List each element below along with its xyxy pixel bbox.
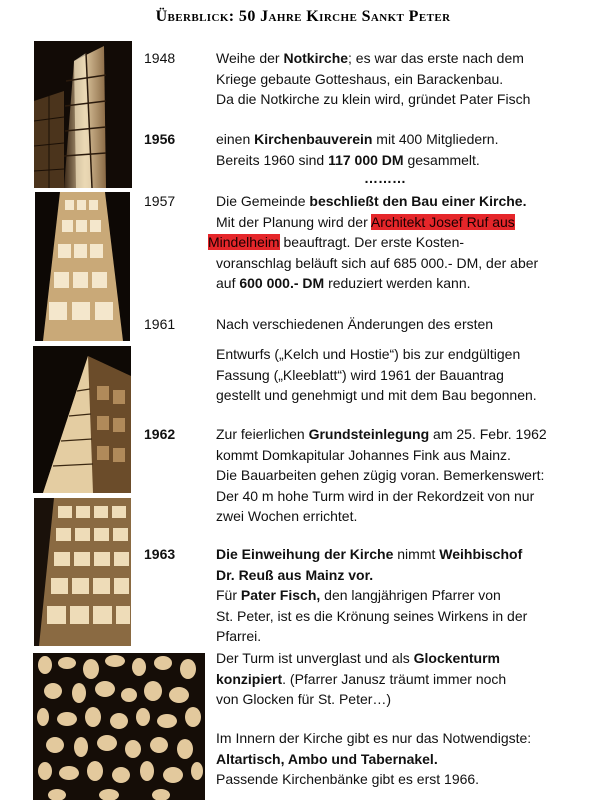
tower-photo-3 — [33, 346, 131, 493]
text-span: . (Pfarrer Janusz träumt immer noch — [282, 670, 507, 687]
text-span: Die Gemeinde — [216, 193, 310, 209]
text-span: beauftragt. Der erste Kosten- — [279, 234, 465, 250]
text-line — [216, 273, 538, 294]
entry-1957-text — [208, 191, 539, 294]
text-line — [216, 150, 498, 171]
text-span: mit 400 Mitgliedern. — [372, 131, 499, 147]
text-line: voranschlag beläuft sich auf 685 000.- DM, der aber — [216, 254, 539, 271]
text-span: Für — [216, 587, 241, 603]
text-line: kommt Domkapitular Johannes Fink aus Mainz. — [216, 446, 511, 463]
tower-photo-2 — [35, 192, 130, 341]
bold-span: beschließt den Bau einer Kirche. — [309, 193, 527, 209]
entry-1962-text — [216, 424, 547, 527]
text-line — [208, 232, 538, 253]
bold-span: Pater Fisch, — [240, 587, 321, 603]
window-pattern-photo — [33, 653, 205, 800]
entry-1956-text — [216, 129, 498, 170]
text-line — [216, 648, 506, 669]
tower-text — [216, 648, 506, 710]
text-line: Die Bauarbeiten gehen zügig voran. Bemerkenswert: — [216, 467, 545, 483]
text-line: Entwurfs („Kelch und Hostie“) bis zur endgültigen — [216, 346, 521, 362]
text-line: gestellt und genehmigt und mit dem Bau begonnen. — [216, 387, 537, 403]
text-line — [216, 424, 547, 445]
text-span: gesammelt. — [403, 151, 480, 168]
bold-span: Notkirche — [283, 50, 349, 66]
interior-text — [216, 728, 531, 790]
entry-1961-text — [216, 314, 493, 335]
text-line: Nach verschiedenen Änderungen des ersten — [216, 316, 494, 332]
bold-span: 600 000.- DM — [239, 275, 325, 291]
bold-span: Glockenturm — [413, 650, 500, 666]
bold-span: 117 000 DM — [328, 151, 404, 168]
text-span: Weihe der — [216, 50, 284, 66]
bold-span: Die Einweihung der Kirche — [216, 546, 394, 562]
text-span: am 25. Febr. 1962 — [429, 426, 547, 442]
bold-span: Dr. Reuß aus Mainz vor. — [216, 566, 374, 583]
text-span: ; es war das erste nach dem — [348, 50, 524, 66]
text-span: Zur feierlichen — [216, 426, 309, 442]
year-1957: 1957 — [144, 193, 176, 209]
page-title: Überblick: 50 Jahre Kirche Sankt Peter — [155, 8, 451, 25]
text-span: den langjährigen Pfarrer von — [320, 587, 501, 603]
text-line: St. Peter, ist es die Krönung seines Wirkens in der — [216, 607, 528, 624]
text-span: einen — [216, 131, 255, 147]
text-line: Der 40 m hohe Turm wird in der Rekordzeit von nur — [216, 487, 535, 504]
year-1963: 1963 — [144, 546, 176, 562]
text-line: von Glocken für St. Peter…) — [216, 691, 392, 707]
text-span: Mit der Planung wird der — [216, 213, 371, 230]
highlight-architect: Architekt Josef Ruf aus — [370, 213, 515, 230]
text-line — [216, 544, 527, 565]
text-line — [216, 565, 527, 586]
tower-photo-4 — [34, 498, 131, 646]
text-line: Im Innern der Kirche gibt es nur das Notwendigste: — [216, 730, 532, 746]
text-line — [216, 129, 498, 150]
bold-span: konzipiert — [216, 670, 283, 687]
text-line — [216, 212, 538, 233]
text-span: Bereits 1960 sind — [216, 151, 329, 168]
entry-1948-text — [216, 48, 530, 110]
text-span: nimmt — [393, 546, 440, 562]
text-line — [216, 191, 538, 212]
text-span: reduziert werden kann. — [324, 275, 471, 291]
year-1962: 1962 — [144, 426, 176, 442]
year-1961: 1961 — [144, 316, 176, 332]
text-span: Der Turm ist unverglast und als — [216, 650, 414, 666]
text-line — [216, 48, 530, 69]
text-line — [216, 669, 506, 690]
separator-dots: ……… — [364, 170, 406, 186]
text-line — [216, 749, 531, 770]
text-line: Pfarrei. — [216, 628, 262, 644]
text-line: Da die Notkirche zu klein wird, gründet Pater Fisch — [216, 91, 531, 107]
text-line: Fassung („Kleeblatt“) wird 1961 der Bauantrag — [216, 366, 504, 383]
entry-1963-text — [216, 544, 527, 647]
bold-span: Kirchenbauverein — [254, 131, 373, 147]
text-line: zwei Wochen errichtet. — [216, 508, 358, 524]
year-1948: 1948 — [144, 50, 176, 66]
text-line: Passende Kirchenbänke gibt es erst 1966. — [216, 771, 480, 787]
text-span: auf — [216, 275, 240, 291]
text-line — [216, 585, 527, 606]
bold-span: Altartisch, Ambo und Tabernakel. — [216, 750, 438, 767]
highlight-mindelheim: Mindelheim — [208, 234, 280, 250]
year-1956: 1956 — [144, 131, 176, 147]
tower-photo-1 — [34, 41, 132, 188]
text-line: Kriege gebaute Gotteshaus, ein Barackenbau. — [216, 70, 504, 87]
bold-span: Grundsteinlegung — [308, 426, 430, 442]
bold-span: Weihbischof — [439, 546, 523, 562]
entry-1961-text-cont — [216, 344, 537, 406]
